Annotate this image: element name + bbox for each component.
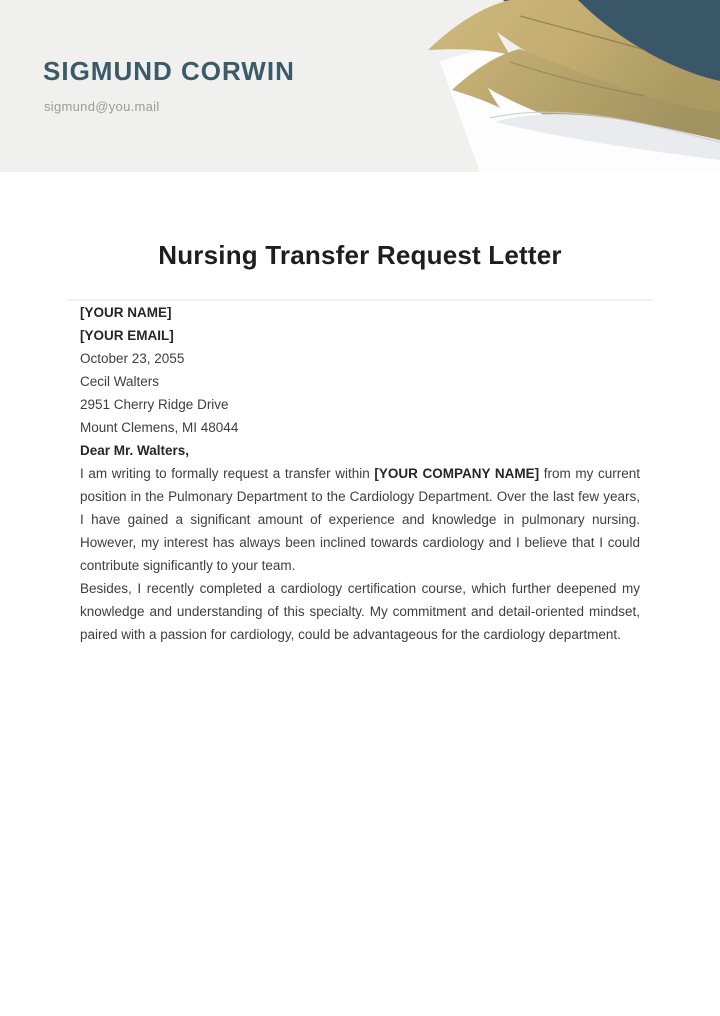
paragraph1-text-after: from my current position in the Pulmonary Department to the Cardiology Department. Over the last few years, I have gained a significant amount of experience and knowledge in pulmonary nursing. However, my interest has always been inclined towards cardiology and I believe that I could contribute significantly to your team. (80, 466, 640, 573)
letter-date: October 23, 2055 (80, 351, 185, 366)
letterhead-name: SIGMUND CORWIN (43, 56, 295, 86)
recipient-name: Cecil Walters (80, 374, 160, 389)
feather-swoosh-decoration-icon (420, 0, 720, 172)
paragraph1-text-before: I am writing to formally request a transfer within (80, 466, 375, 481)
letterhead-email: sigmund@you.mail (44, 99, 160, 114)
company-name-placeholder: [YOUR COMPANY NAME] (374, 466, 540, 481)
letter-body (0, 301, 720, 646)
sender-name-placeholder: [YOUR NAME] (80, 305, 172, 320)
body-paragraph-2: Besides, I recently completed a cardiology certification course, which further deepened my knowledge and understanding of this specialty. My commitment and detail-oriented mindset, paired with a passion for cardiology, could be advantageous for the cardiology department. (80, 581, 640, 642)
recipient-address-line1: 2951 Cherry Ridge Drive (80, 397, 229, 412)
body-paragraph-1 (80, 462, 640, 577)
salutation: Dear Mr. Walters, (80, 443, 190, 458)
letterhead (0, 0, 720, 172)
page-title: Nursing Transfer Request Letter (158, 240, 562, 270)
recipient-address-line2: Mount Clemens, MI 48044 (80, 420, 239, 435)
sender-email-placeholder: [YOUR EMAIL] (80, 328, 174, 343)
